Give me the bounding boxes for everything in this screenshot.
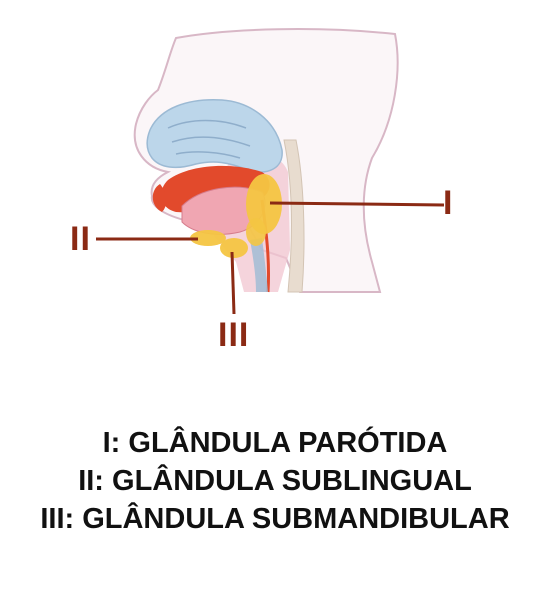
legend (0, 424, 550, 538)
parotid-gland-lobe (246, 218, 266, 246)
marker-submandibular: III (218, 316, 250, 354)
submandibular-gland (220, 238, 248, 258)
marker-parotid: I (443, 184, 454, 222)
legend-item-sublingual: II: GLÂNDULA SUBLINGUAL (78, 465, 472, 497)
leader-line-parotid (270, 203, 444, 205)
leader-line-submandibular (232, 252, 234, 314)
legend-item-parotid: I: GLÂNDULA PARÓTIDA (102, 427, 448, 459)
legend-item-submandibular: III: GLÂNDULA SUBMANDIBULAR (40, 503, 510, 535)
marker-sublingual: II (70, 220, 91, 258)
